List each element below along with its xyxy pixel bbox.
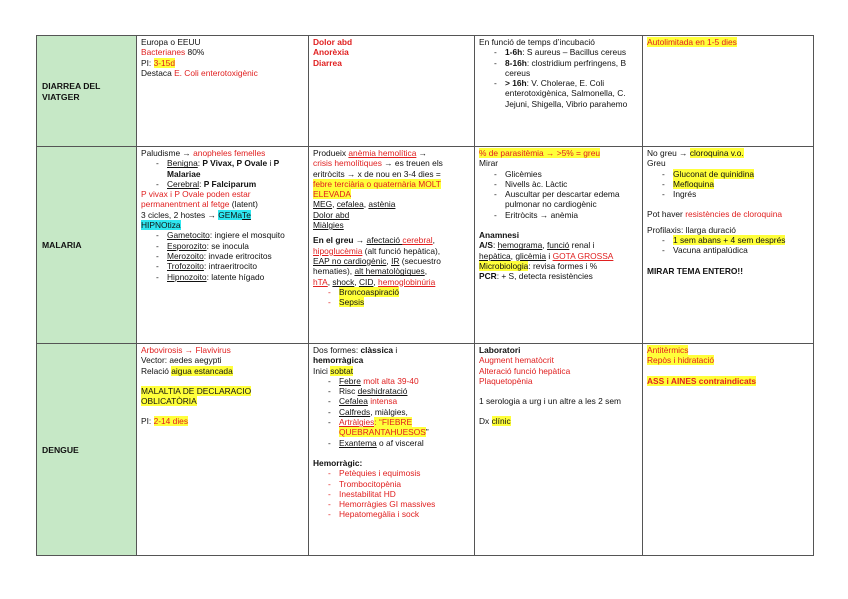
text-span: Alteració funció hepàtica (479, 365, 571, 376)
list-item (479, 78, 638, 109)
text-span: MOLT ELEVADA (313, 178, 441, 200)
text-span: Hipnozoito (167, 271, 207, 282)
text-span: febre terciària o quaternària (313, 178, 416, 189)
text-span: GEMa (218, 209, 243, 220)
text-span: % de parasitèmia → >5% = greu (479, 148, 601, 158)
incubation-list (479, 47, 638, 109)
text-span: Exantema (339, 437, 377, 448)
text-span: : (492, 240, 498, 251)
text-span: Febre (339, 375, 361, 386)
text-span: : (197, 158, 203, 169)
cell-malaria-epidemiology (137, 147, 309, 344)
text-span: : se inocula (206, 240, 249, 251)
text-span: → es treuen els eritròcits → x de nou en 3-4 dies = (313, 158, 443, 179)
text-span: Cefalea (339, 396, 368, 407)
list-item (479, 58, 638, 79)
text-span: Mefloquina (673, 178, 714, 189)
list-item (479, 47, 638, 57)
list-item (313, 396, 470, 406)
text-span: : (199, 178, 204, 189)
text-span: Vector: aedes aegypti (141, 355, 222, 366)
text-span: 1 serologia a urg i un altre a les 2 sem (479, 396, 621, 407)
cell-diarrea-treatment (643, 36, 814, 147)
text-span: Te (242, 209, 251, 220)
text-span: 1 sem abans + 4 sem després (673, 235, 786, 246)
text-span: resistències de cloroquina (685, 209, 783, 220)
list-item: - Petèquies i equimosis (313, 468, 470, 478)
text-span: P Falciparum (203, 178, 257, 189)
text-span: 2-14 dies (153, 416, 189, 427)
text-span: , (354, 276, 359, 287)
text-span: , (327, 276, 333, 287)
text-line: Europa o EEUU (141, 37, 201, 47)
list-item (141, 230, 304, 240)
text-span: 3-15d (153, 57, 175, 68)
text-span: i (546, 250, 553, 261)
text-span: anèmia hemolítica (348, 148, 417, 158)
text-span: PI: (141, 57, 154, 68)
cell-malaria-diagnosis (475, 147, 643, 344)
text-span: Destaca (141, 67, 175, 78)
text-span: (secuestro hematies), (313, 255, 441, 277)
list-item (647, 169, 809, 179)
text-span: P Vivax, P Ovale (202, 158, 268, 169)
cell-dengue-symptoms (309, 344, 475, 556)
text-span: afectació (366, 235, 403, 246)
text-span: Plaquetopènia (479, 375, 533, 386)
list-item (313, 376, 470, 386)
text-span: hipoglucèmia (313, 245, 363, 256)
text-span: Arbovirosis → Flavivirus (141, 345, 231, 355)
list-item (647, 235, 809, 245)
list-item: - Eritròcits → anèmia (479, 210, 638, 220)
text-span: IR (391, 255, 400, 266)
text-span: A/S (479, 240, 493, 251)
table-row-malaria (37, 147, 814, 344)
text-span: i (267, 158, 274, 169)
text-span: : revisa formes i % (528, 260, 598, 271)
text-span: (alt funció hepàtica), (362, 245, 441, 256)
text-span: Greu (647, 158, 666, 169)
text-span: : intraeritrocito (203, 261, 257, 272)
table-row-dengue (37, 344, 814, 556)
text-span: Produeix (313, 148, 349, 158)
list-item (141, 272, 304, 282)
text-span: : ingiere el mosquito (209, 230, 285, 241)
list-item: - Auscultar per descartar edema pulmonar no cardiogènic (479, 189, 638, 210)
cell-dengue-treatment (643, 344, 814, 556)
list-item (141, 241, 304, 251)
text-span: Gametocito (167, 230, 210, 241)
text-span: 3 cicles, 2 hostes → (141, 209, 219, 220)
text-span: clínic (491, 416, 511, 427)
list-item (141, 251, 304, 261)
text-span: 80% (185, 47, 205, 58)
lifecycle-list (141, 230, 304, 281)
text-span: GOTA GROSSA (552, 250, 614, 261)
text-span: → (416, 148, 428, 158)
text-span: shock (332, 276, 355, 287)
text-span: hemograma (497, 240, 543, 251)
list-item: - Nivells àc. Làctic (479, 179, 638, 189)
text-span: > 16h (505, 78, 527, 89)
cell-diarrea-epidemiology (137, 36, 309, 147)
cell-dengue-diagnosis (475, 344, 643, 556)
list-item: - Hepatomegàlia i sock (313, 509, 470, 519)
text-span: Gluconat de quinidina (673, 168, 755, 179)
text-span: Trofozoito (167, 261, 204, 272)
text-span: Dolor abd (313, 209, 350, 220)
text-line: Anorèxia (313, 47, 349, 58)
text-span: aigua estancada (171, 365, 233, 376)
text-span: Paludisme → (141, 148, 194, 158)
list-item (647, 179, 809, 189)
list-item (313, 386, 470, 396)
text-span: hepàtica (479, 250, 511, 261)
text-span: intensa (367, 396, 398, 407)
text-span: cloroquina v.o. (689, 148, 744, 158)
text-span: hTA (313, 276, 328, 287)
text-line: Dolor abd (313, 37, 353, 47)
text-span: MALALTIA DE DECLARACIO OBLICATÒRIA (141, 385, 252, 407)
cell-diarrea-diagnosis (475, 36, 643, 147)
cell-malaria-treatment (643, 147, 814, 344)
text-span: , (432, 235, 435, 246)
list-item: - Inestabilitat HD (313, 489, 470, 499)
text-span: Calfreds (339, 406, 371, 417)
text-span: HIPNOtiza (141, 220, 181, 231)
text-span: molt alta 39-40 (360, 375, 419, 386)
text-span: hemoglobinúria (378, 276, 436, 287)
text-span: hemorràgica (313, 355, 364, 366)
text-span: Miàlgies (313, 220, 344, 231)
text-span: clàssica (360, 345, 394, 355)
text-span: MEG (313, 199, 333, 210)
row-title-malaria: MALARIA (37, 147, 137, 344)
row-title-dengue: DENGUE (37, 344, 137, 556)
cell-dengue-epidemiology (137, 344, 309, 556)
list-item (141, 158, 304, 179)
text-span: Hemorràgic: (313, 457, 363, 468)
text-span: Repòs i hidratació (647, 355, 715, 366)
list-item (141, 261, 304, 271)
text-span: MIRAR TEMA ENTERO!! (647, 265, 743, 276)
text-span: Anamnesi (479, 230, 520, 241)
text-span: , (510, 250, 516, 261)
text-span: Autolimitada en 1-5 dies (647, 37, 737, 47)
text-span: anopheles femelles (193, 148, 266, 158)
text-span: , (363, 199, 369, 210)
text-span: , (386, 255, 392, 266)
text-span: ” (425, 427, 429, 438)
text-span: deshidratació (357, 386, 408, 397)
list-item (141, 179, 304, 189)
text-span: : clostridium perfringens, B cereus (505, 57, 627, 78)
text-span: Sepsis (339, 297, 365, 308)
text-span: cefalea (336, 199, 364, 210)
forms-list (141, 158, 304, 189)
list-item (313, 438, 470, 448)
text-span: Relació (141, 365, 172, 376)
text-span: Risc (339, 386, 358, 397)
list-item (313, 407, 470, 417)
text-span: , miàlgies, (370, 406, 408, 417)
text-span: PCR (479, 271, 497, 282)
text-span: renal i (569, 240, 595, 251)
text-span: Esporozito (167, 240, 207, 251)
list-item (313, 287, 470, 297)
text-span: P Malariae (167, 158, 280, 179)
list-item: - Hemorràgies GI massives (313, 499, 470, 509)
text-span: crisis hemolítiques (313, 158, 382, 169)
text-span: Profilaxis: llarga duració (647, 224, 736, 235)
list-item: - Trombocitopènia (313, 479, 470, 489)
treatment-list (647, 169, 809, 200)
text-line: En funció de temps d’incubació (479, 37, 595, 47)
text-span: cerebral (402, 235, 433, 246)
text-span: Pot haver (647, 209, 686, 220)
complications-list (313, 287, 470, 308)
text-span: (latent) (229, 199, 258, 210)
text-span: Dos formes: (313, 345, 361, 355)
text-span: : V. Cholerae, E. Coli enterotoxigènica, Salmonella, C. Jejuni, Shigella, Vibrio parahemo (505, 78, 628, 109)
text-span: funció (546, 240, 570, 251)
text-span: 8-16h (505, 57, 527, 68)
text-span: : S aureus – Bacillus cereus (522, 47, 627, 58)
text-span: 1-6h (505, 47, 523, 58)
hemorrhagic-list (313, 468, 470, 519)
text-span: ASS i AINES contraindicats (647, 375, 757, 386)
cell-diarrea-symptoms (309, 36, 475, 147)
text-span: sobtat (330, 365, 354, 376)
text-span: astènia (368, 199, 396, 210)
text-line: Diarrea (313, 57, 342, 68)
prophylaxis-list (647, 235, 809, 256)
text-span: En el greu (313, 235, 354, 246)
text-span: Inici (313, 365, 331, 376)
text-span: alt hematològiques (354, 266, 425, 277)
text-span: , (332, 199, 337, 210)
text-span: CID (358, 276, 374, 287)
list-item: - Ingrés (647, 189, 809, 199)
text-span: : + S, detecta resistències (496, 271, 593, 282)
text-span: Cerebral (167, 178, 200, 189)
text-span: o af visceral (376, 437, 424, 448)
text-span: Microbiologia (479, 260, 529, 271)
text-span: Bacterianes (141, 47, 186, 58)
table-row-diarrea (37, 36, 814, 147)
text-span: Merozoito (167, 250, 204, 261)
text-span: → (353, 235, 367, 246)
text-span: Benigna (167, 158, 198, 169)
classic-symptoms-list (313, 376, 470, 448)
text-span: Mirar (479, 158, 499, 169)
text-span: i (393, 345, 398, 355)
list-item (313, 297, 470, 307)
text-span: P vivax i P Ovale poden estar permanentment al fetge (141, 189, 251, 210)
cell-malaria-symptoms (309, 147, 475, 344)
list-item: - Glicèmies (479, 169, 638, 179)
text-span: Broncoaspiració (339, 286, 400, 297)
text-span: E. Coli enterotoxigènic (174, 67, 258, 78)
text-span: , (424, 266, 428, 277)
notes-table (36, 35, 814, 556)
check-list (479, 169, 638, 220)
text-span: , (542, 240, 547, 251)
text-span: Dx (479, 416, 492, 427)
text-span: , (373, 276, 379, 287)
text-span: glicèmia (515, 250, 547, 261)
text-span: : latente hígado (206, 271, 265, 282)
text-span: : invade eritrocitos (203, 250, 272, 261)
text-span: No greu → (647, 148, 690, 158)
text-span: Laboratori (479, 345, 521, 355)
list-item: - Vacuna antipalúdica (647, 245, 809, 255)
text-span: PI: (141, 416, 154, 427)
text-span: Artràlgies (339, 417, 375, 428)
text-span: Augment hematòcrit (479, 355, 554, 366)
text-span: : “FIEBRE QUEBRANTAHUESOS (339, 417, 426, 438)
list-item (313, 417, 470, 438)
text-span: EAP no cardiogènic (313, 255, 387, 266)
row-title-diarrea: DIARREA DEL VIATGER (37, 36, 137, 147)
text-span: Antitèrmics (647, 345, 689, 355)
